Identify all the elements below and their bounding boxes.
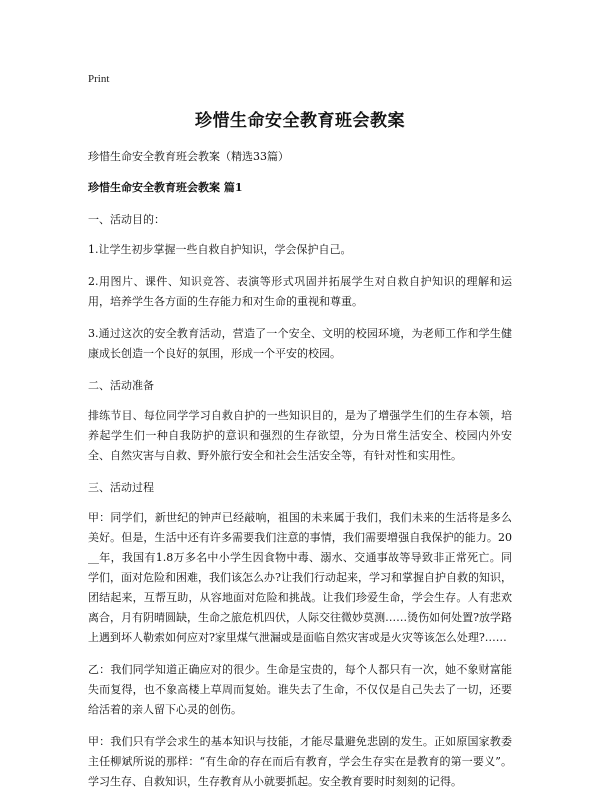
page-title: 珍惜生命安全教育班会教案 [195, 111, 405, 131]
paragraph: 一、活动目的： [88, 213, 165, 226]
paragraph: 三、活动过程 [88, 481, 154, 494]
paragraph: 3.通过这次的安全教育活动，营造了一个安全、文明的校园环境，为老师工作和学生健康成长创造一个良好的氛围，形成一个平安的校园。 [88, 327, 512, 360]
paragraph: 2.用图片、课件、知识竞答、表演等形式巩固并拓展学生对自救自护知识的理解和运用，培养学生各方面的生存能力和对生命的重视和尊重。 [88, 275, 512, 308]
paragraph: 甲：我们只有学会求生的基本知识与技能，才能尽量避免悲剧的发生。正如原国家教委主任柳斌所说的那样：“有生命的存在而后有教育，学会生存实在是教育的第一要义”。学习生存、自救知识，生存教育从小就要抓起。安全教育要时时刻刻的记得。 [88, 735, 512, 788]
document-subtitle: 珍惜生命安全教育班会教案（精选33篇） [88, 150, 289, 163]
paragraph: 1.让学生初步掌握一些自救自护知识，学会保护自己。 [88, 243, 352, 256]
print-label: Print [88, 73, 110, 85]
paragraph: 甲：同学们，新世纪的钟声已经敲响，祖国的未来属于我们，我们未来的生活将是多么美好。但是，生活中还有许多需要我们注意的事情，我们需要增强自我保护的能力。20__年，我国有1.8万多名中小学生因食物中毒、溺水、交通事故等导致非正常死亡。同学们，面对危险和困难，我们该怎么办?让我们行动起来，学习和掌握自护自救的知识，团结起来，互帮互助，从容地面对危险和挑战。让我们珍爱生命，学会生存。人有悲欢离合，月有阴晴圆缺，生命之旅危机四伏，人际交往微妙莫测……烫伤如何处置?放学路上遇到坏人勒索如何应对?家里煤气泄漏或是面临自然灾害或是火灾等该怎么处理?…… [88, 511, 512, 644]
paragraph: 二、活动准备 [88, 379, 154, 392]
paragraph: 乙：我们同学知道正确应对的很少。生命是宝贵的，每个人都只有一次，她不象财富能失而复得，也不象高楼上草周而复始。谁失去了生命，不仅仅是自己失去了一切，还要给活着的亲人留下心灵的创伤。 [88, 663, 512, 716]
section-title: 珍惜生命安全教育班会教案 篇1 [88, 181, 243, 194]
paragraph: 排练节目、每位同学学习自救自护的一些知识目的，是为了增强学生们的生存本领，培养起学生们一种自我防护的意识和强烈的生存欲望，分为日常生活安全、校园内外安全、自然灾害与自救、野外旅行安全和社会生活安全等，有针对性和实用性。 [88, 409, 512, 462]
